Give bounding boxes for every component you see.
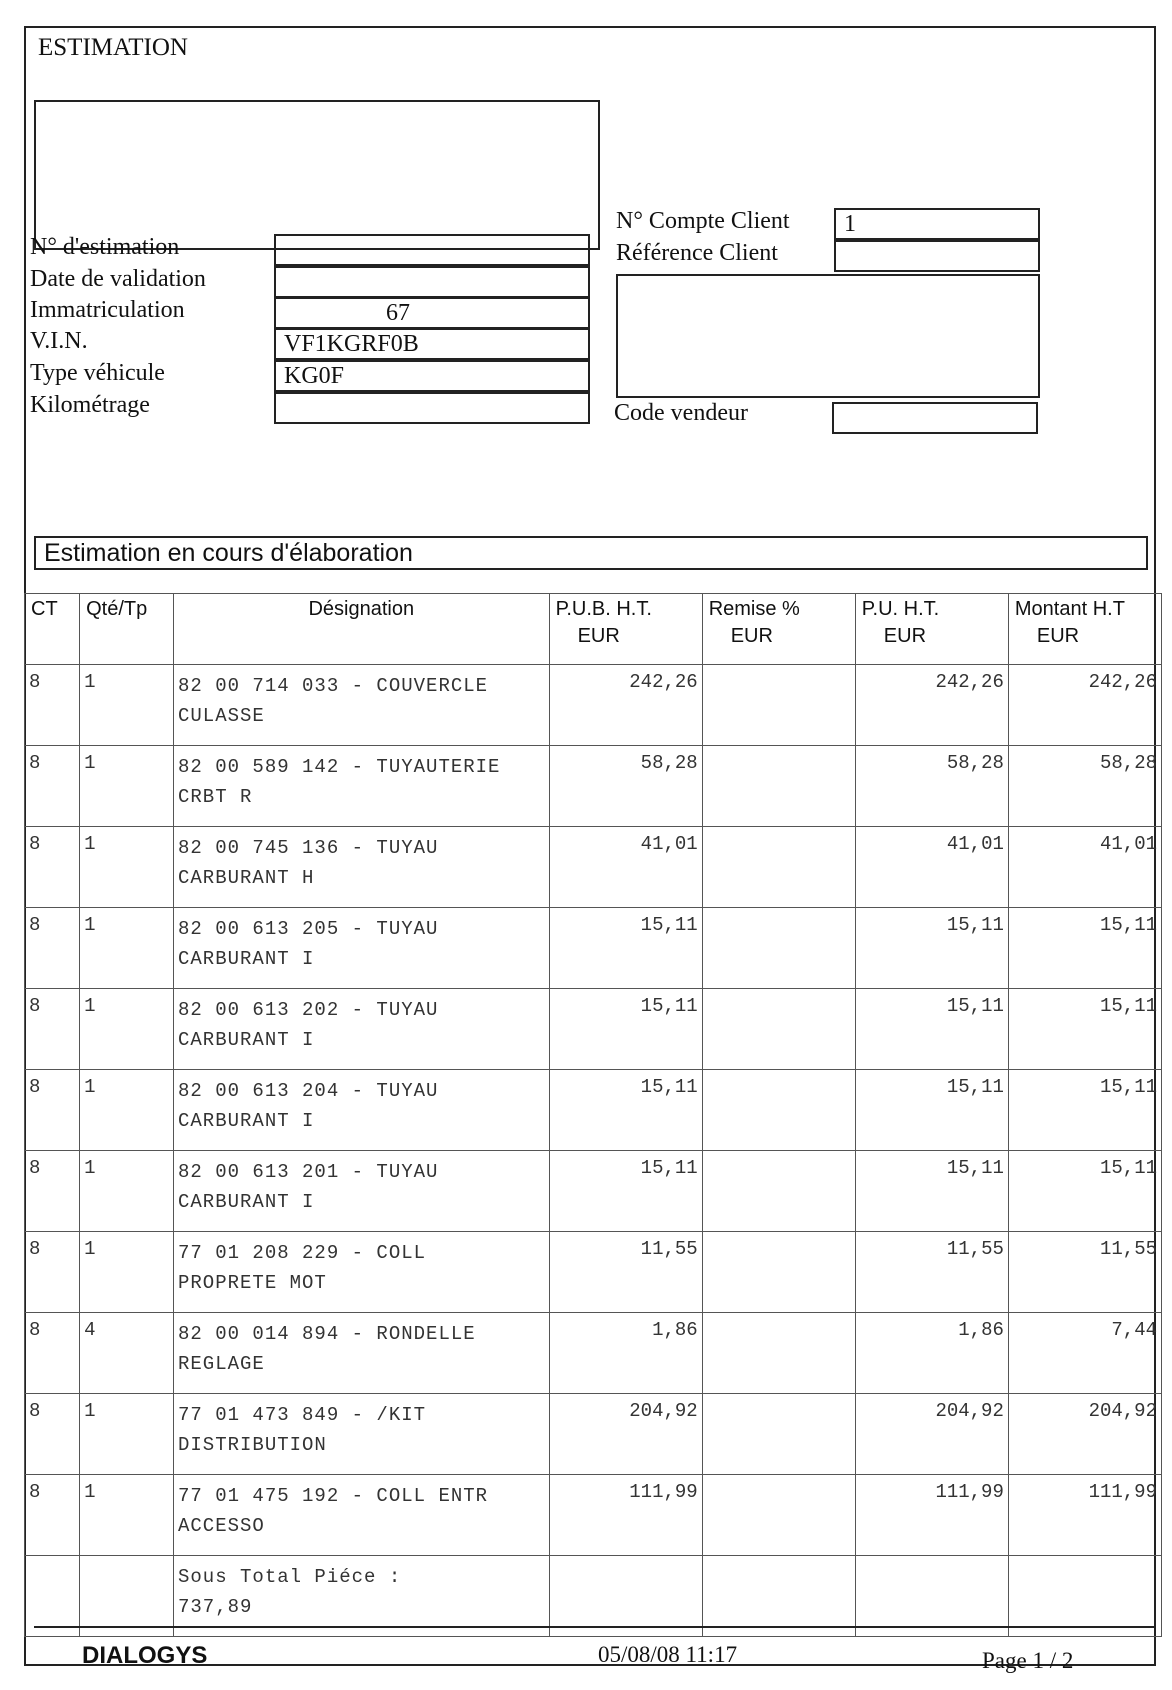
cell-pu: 111,99	[855, 1475, 1008, 1556]
footer-brand: DIALOGYS	[82, 1642, 208, 1669]
cell-remise	[702, 1151, 855, 1232]
kilometrage-field[interactable]	[274, 392, 590, 424]
cell-qte: 4	[80, 1313, 174, 1394]
label-client-account: N° Compte Client	[616, 208, 790, 234]
cell-qte: 1	[80, 1475, 174, 1556]
cell-ct: 8	[25, 827, 80, 908]
cell-pub: 41,01	[549, 827, 702, 908]
validation-date-field[interactable]	[274, 266, 590, 298]
cell-montant: 204,92	[1008, 1394, 1161, 1475]
label-vehicle-type: Type véhicule	[30, 360, 165, 386]
cell-remise	[702, 1232, 855, 1313]
cell-empty	[855, 1556, 1008, 1637]
cell-ct: 8	[25, 746, 80, 827]
designation-line-2: CULASSE	[178, 705, 265, 727]
designation-line-1: 82 00 714 033 - COUVERCLE	[178, 675, 489, 697]
client-reference-field[interactable]	[834, 240, 1040, 272]
cell-remise	[702, 908, 855, 989]
subtotal-cell	[174, 1556, 550, 1637]
header-designation: Désignation	[174, 594, 550, 665]
designation-line-1: 82 00 613 202 - TUYAU	[178, 999, 439, 1021]
cell-designation	[174, 1151, 550, 1232]
designation-line-1: 82 00 745 136 - TUYAU	[178, 837, 439, 859]
cell-empty	[702, 1556, 855, 1637]
subtotal-label: Sous Total Piéce :	[178, 1566, 402, 1588]
table-row	[25, 746, 1162, 827]
cell-montant: 11,55	[1008, 1232, 1161, 1313]
cell-remise	[702, 827, 855, 908]
cell-remise	[702, 989, 855, 1070]
designation-line-2: DISTRIBUTION	[178, 1434, 327, 1456]
designation-line-2: REGLAGE	[178, 1353, 265, 1375]
cell-qte: 1	[80, 1232, 174, 1313]
cell-remise	[702, 1070, 855, 1151]
cell-ct: 8	[25, 1313, 80, 1394]
cell-remise	[702, 665, 855, 746]
cell-designation	[174, 1475, 550, 1556]
cell-ct: 8	[25, 1475, 80, 1556]
table-row	[25, 1070, 1162, 1151]
designation-line-2: ACCESSO	[178, 1515, 265, 1537]
client-address-box	[616, 274, 1040, 398]
header-pub: P.U.B. H.T. EUR	[549, 594, 702, 665]
subtotal-row	[25, 1556, 1162, 1637]
cell-montant: 15,11	[1008, 1151, 1161, 1232]
header-ct: CT	[25, 594, 80, 665]
cell-pub: 15,11	[549, 908, 702, 989]
cell-pu: 15,11	[855, 1151, 1008, 1232]
cell-remise	[702, 746, 855, 827]
designation-line-1: 82 00 589 142 - TUYAUTERIE	[178, 756, 501, 778]
designation-line-1: 82 00 613 204 - TUYAU	[178, 1080, 439, 1102]
cell-pu: 15,11	[855, 1070, 1008, 1151]
address-box	[34, 100, 600, 250]
footer-divider	[34, 1626, 1156, 1628]
estimation-number-field[interactable]	[274, 234, 590, 266]
designation-line-2: PROPRETE MOT	[178, 1272, 327, 1294]
cell-designation	[174, 665, 550, 746]
immatriculation-field[interactable]: 67	[274, 297, 590, 329]
cell-designation	[174, 908, 550, 989]
cell-designation	[174, 827, 550, 908]
designation-line-2: CARBURANT I	[178, 1191, 315, 1213]
designation-line-1: 77 01 473 849 - /KIT	[178, 1404, 427, 1426]
designation-line-1: 77 01 475 192 - COLL ENTR	[178, 1485, 489, 1507]
cell-remise	[702, 1313, 855, 1394]
cell-montant: 15,11	[1008, 908, 1161, 989]
table-row	[25, 989, 1162, 1070]
header-montant: Montant H.T EUR	[1008, 594, 1161, 665]
cell-pub: 15,11	[549, 1070, 702, 1151]
cell-montant: 15,11	[1008, 989, 1161, 1070]
section-title: Estimation en cours d'élaboration	[34, 536, 1148, 570]
cell-pu: 11,55	[855, 1232, 1008, 1313]
cell-pu: 41,01	[855, 827, 1008, 908]
table-row	[25, 1232, 1162, 1313]
cell-qte: 1	[80, 746, 174, 827]
cell-pub: 15,11	[549, 1151, 702, 1232]
estimation-page	[24, 26, 1157, 1673]
cell-remise	[702, 1394, 855, 1475]
cell-empty	[80, 1556, 174, 1637]
label-client-reference: Référence Client	[616, 240, 778, 266]
cell-montant: 7,44	[1008, 1313, 1161, 1394]
cell-pub: 11,55	[549, 1232, 702, 1313]
cell-qte: 1	[80, 1151, 174, 1232]
cell-empty	[1008, 1556, 1161, 1637]
table-row	[25, 1151, 1162, 1232]
cell-ct: 8	[25, 665, 80, 746]
cell-pu: 15,11	[855, 908, 1008, 989]
cell-designation	[174, 1394, 550, 1475]
table-row	[25, 1394, 1162, 1475]
cell-remise	[702, 1475, 855, 1556]
table-row	[25, 665, 1162, 746]
label-vin: V.I.N.	[30, 328, 88, 354]
cell-pub: 58,28	[549, 746, 702, 827]
table-row	[25, 827, 1162, 908]
cell-pub: 204,92	[549, 1394, 702, 1475]
label-seller-code: Code vendeur	[614, 400, 748, 426]
vehicle-type-field[interactable]: KG0F	[274, 360, 590, 392]
cell-empty	[549, 1556, 702, 1637]
cell-ct: 8	[25, 1232, 80, 1313]
designation-line-2: CARBURANT I	[178, 1110, 315, 1132]
label-validation-date: Date de validation	[30, 266, 206, 292]
document-title: ESTIMATION	[38, 34, 188, 61]
header-qte: Qté/Tp	[80, 594, 174, 665]
cell-pu: 204,92	[855, 1394, 1008, 1475]
cell-pu: 242,26	[855, 665, 1008, 746]
designation-line-2: CARBURANT H	[178, 867, 315, 889]
header-pu: P.U. H.T. EUR	[855, 594, 1008, 665]
cell-empty	[25, 1556, 80, 1637]
cell-pu: 1,86	[855, 1313, 1008, 1394]
cell-pu: 58,28	[855, 746, 1008, 827]
cell-qte: 1	[80, 827, 174, 908]
cell-pu: 15,11	[855, 989, 1008, 1070]
cell-montant: 111,99	[1008, 1475, 1161, 1556]
cell-pub: 1,86	[549, 1313, 702, 1394]
seller-code-field[interactable]	[832, 402, 1038, 434]
cell-pub: 242,26	[549, 665, 702, 746]
cell-designation	[174, 1313, 550, 1394]
designation-line-1: 77 01 208 229 - COLL	[178, 1242, 427, 1264]
cell-ct: 8	[25, 1394, 80, 1475]
cell-qte: 1	[80, 1070, 174, 1151]
cell-pub: 111,99	[549, 1475, 702, 1556]
label-estimation-number: N° d'estimation	[30, 234, 180, 260]
table-row	[25, 1475, 1162, 1556]
cell-designation	[174, 989, 550, 1070]
cell-qte: 1	[80, 989, 174, 1070]
client-account-field[interactable]: 1	[834, 208, 1040, 240]
vin-field[interactable]: VF1KGRF0B	[274, 328, 590, 360]
subtotal-value: 737,89	[178, 1596, 253, 1618]
cell-ct: 8	[25, 1070, 80, 1151]
cell-montant: 41,01	[1008, 827, 1161, 908]
items-table	[24, 593, 1162, 1637]
cell-montant: 58,28	[1008, 746, 1161, 827]
cell-ct: 8	[25, 908, 80, 989]
table-row	[25, 1313, 1162, 1394]
designation-line-2: CRBT R	[178, 786, 253, 808]
cell-ct: 8	[25, 1151, 80, 1232]
cell-montant: 242,26	[1008, 665, 1161, 746]
label-immatriculation: Immatriculation	[30, 297, 185, 323]
cell-ct: 8	[25, 989, 80, 1070]
cell-qte: 1	[80, 908, 174, 989]
cell-qte: 1	[80, 665, 174, 746]
label-kilometrage: Kilométrage	[30, 392, 150, 418]
header-remise: Remise % EUR	[702, 594, 855, 665]
footer-datetime: 05/08/08 11:17	[598, 1642, 738, 1667]
designation-line-2: CARBURANT I	[178, 1029, 315, 1051]
designation-line-1: 82 00 014 894 - RONDELLE	[178, 1323, 476, 1345]
cell-pub: 15,11	[549, 989, 702, 1070]
designation-line-1: 82 00 613 205 - TUYAU	[178, 918, 439, 940]
cell-designation	[174, 746, 550, 827]
cell-designation	[174, 1232, 550, 1313]
footer-page-number: Page 1 / 2	[982, 1648, 1074, 1673]
cell-montant: 15,11	[1008, 1070, 1161, 1151]
designation-line-2: CARBURANT I	[178, 948, 315, 970]
cell-designation	[174, 1070, 550, 1151]
cell-qte: 1	[80, 1394, 174, 1475]
table-row	[25, 908, 1162, 989]
designation-line-1: 82 00 613 201 - TUYAU	[178, 1161, 439, 1183]
table-header-row	[25, 594, 1162, 665]
